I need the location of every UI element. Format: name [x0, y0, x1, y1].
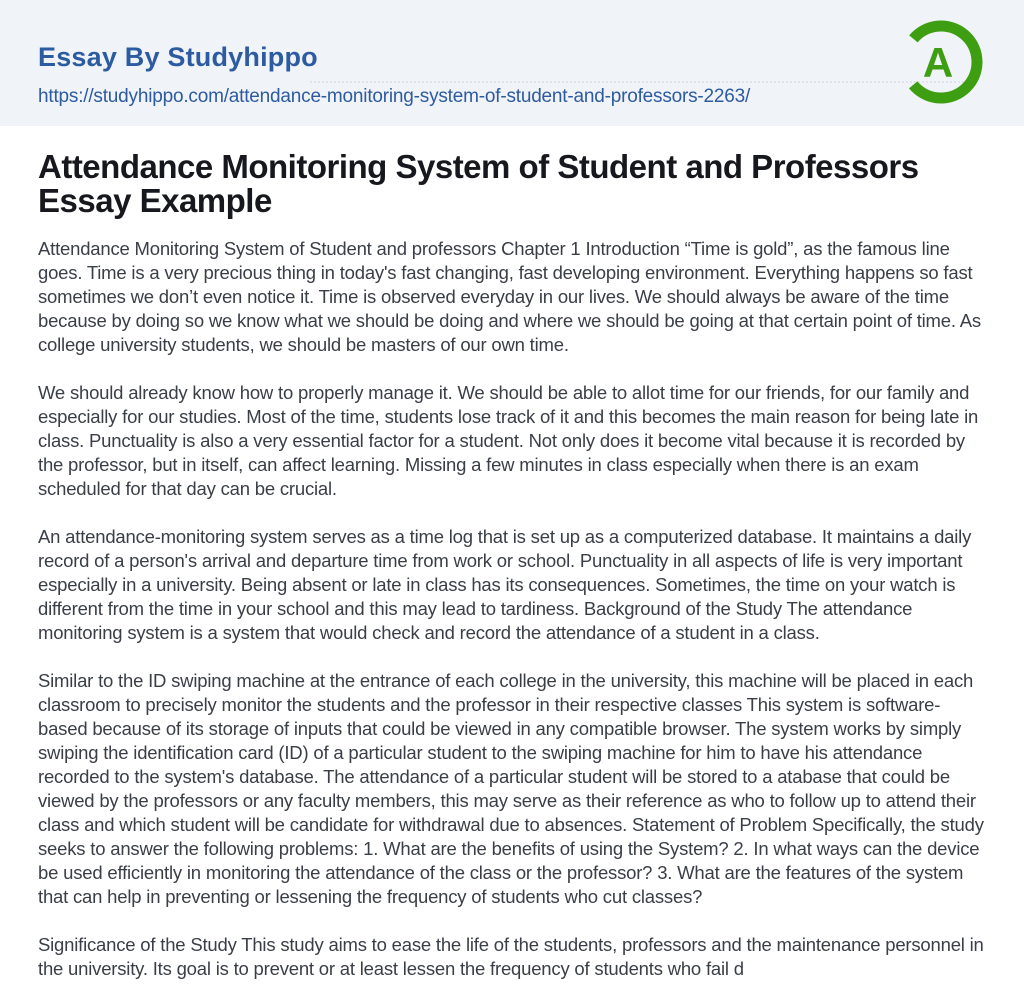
essay-paragraph: An attendance-monitoring system serves as a time log that is set up as a computerized database. It maintains a daily record of a person's arrival and departure time from work or school. Punctuality in all aspects of life is very important especially in a university. Being absent or late in class has its consequences. Sometimes, the time on your watch is different from the time in your school and this may lead to tardiness. Background of the Study The attendance monitoring system is a system that would check and record the attendance of a student in a class.	[38, 526, 972, 643]
logo-a-icon	[897, 18, 985, 106]
logo-letter: A	[922, 39, 954, 86]
studyhippo-logo	[897, 18, 985, 106]
essay-paragraph: Significance of the Study This study aims to ease the life of the students, professors and the maintenance personnel in the university. Its goal is to prevent or at least lessen the frequency of students who fail d	[38, 934, 984, 979]
essay-paragraph: We should already know how to properly manage it. We should be able to allot time for our friends, for our family and especially for our studies. Most of the time, students lose track of it and this becomes the main reason for being late in class. Punctuality is also a very essential factor for a student. Not only does it become vital because it is recorded by the professor, but in itself, can affect learning. Missing a few minutes in class especially when there is an exam scheduled for that day can be crucial.	[38, 382, 979, 499]
dotted-divider	[310, 81, 976, 83]
essay-paragraph: Attendance Monitoring System of Student and professors Chapter 1 Introduction “Time is gold”, as the famous line goes. Time is a very precious thing in today's fast changing, fast developing environment. Everything happens so fast sometimes we don’t even notice it. Time is observed everyday in our lives. We should always be aware of the time because by doing so we know what we should be doing and where we should be going at that certain point of time. As college university students, we should be masters of our own time.	[38, 238, 981, 355]
essay-content	[0, 126, 1024, 981]
source-url-link[interactable]: https://studyhippo.com/attendance-monitoring-system-of-student-and-professors-2263/	[38, 86, 751, 107]
page-header	[0, 0, 1024, 126]
essay-title: Attendance Monitoring System of Student and Professors Essay Example	[38, 148, 919, 219]
essay-paragraph: Similar to the ID swiping machine at the entrance of each college in the university, this machine will be placed in each classroom to precisely monitor the students and the professor in their respective classes This system is software-based because of its storage of inputs that could be viewed in any compatible browser. The system works by simply swiping the identification card (ID) of a particular student to the swiping machine for him to have his attendance recorded to the system's database. The attendance of a particular student will be stored to a atabase that could be viewed by the professors or any faculty members, this may serve as their reference as who to follow up to attend their class and which student will be candidate for withdrawal due to absences. Statement of Problem Specifically, the study seeks to answer the following problems: 1. What are the benefits of using the System? 2. In what ways can the device be used efficiently in monitoring the attendance of the class or the professor? 3. What are the features of the system that can help in preventing or lessening the frequency of students who cut classes?	[38, 670, 984, 907]
site-brand: Essay By Studyhippo	[38, 42, 318, 72]
